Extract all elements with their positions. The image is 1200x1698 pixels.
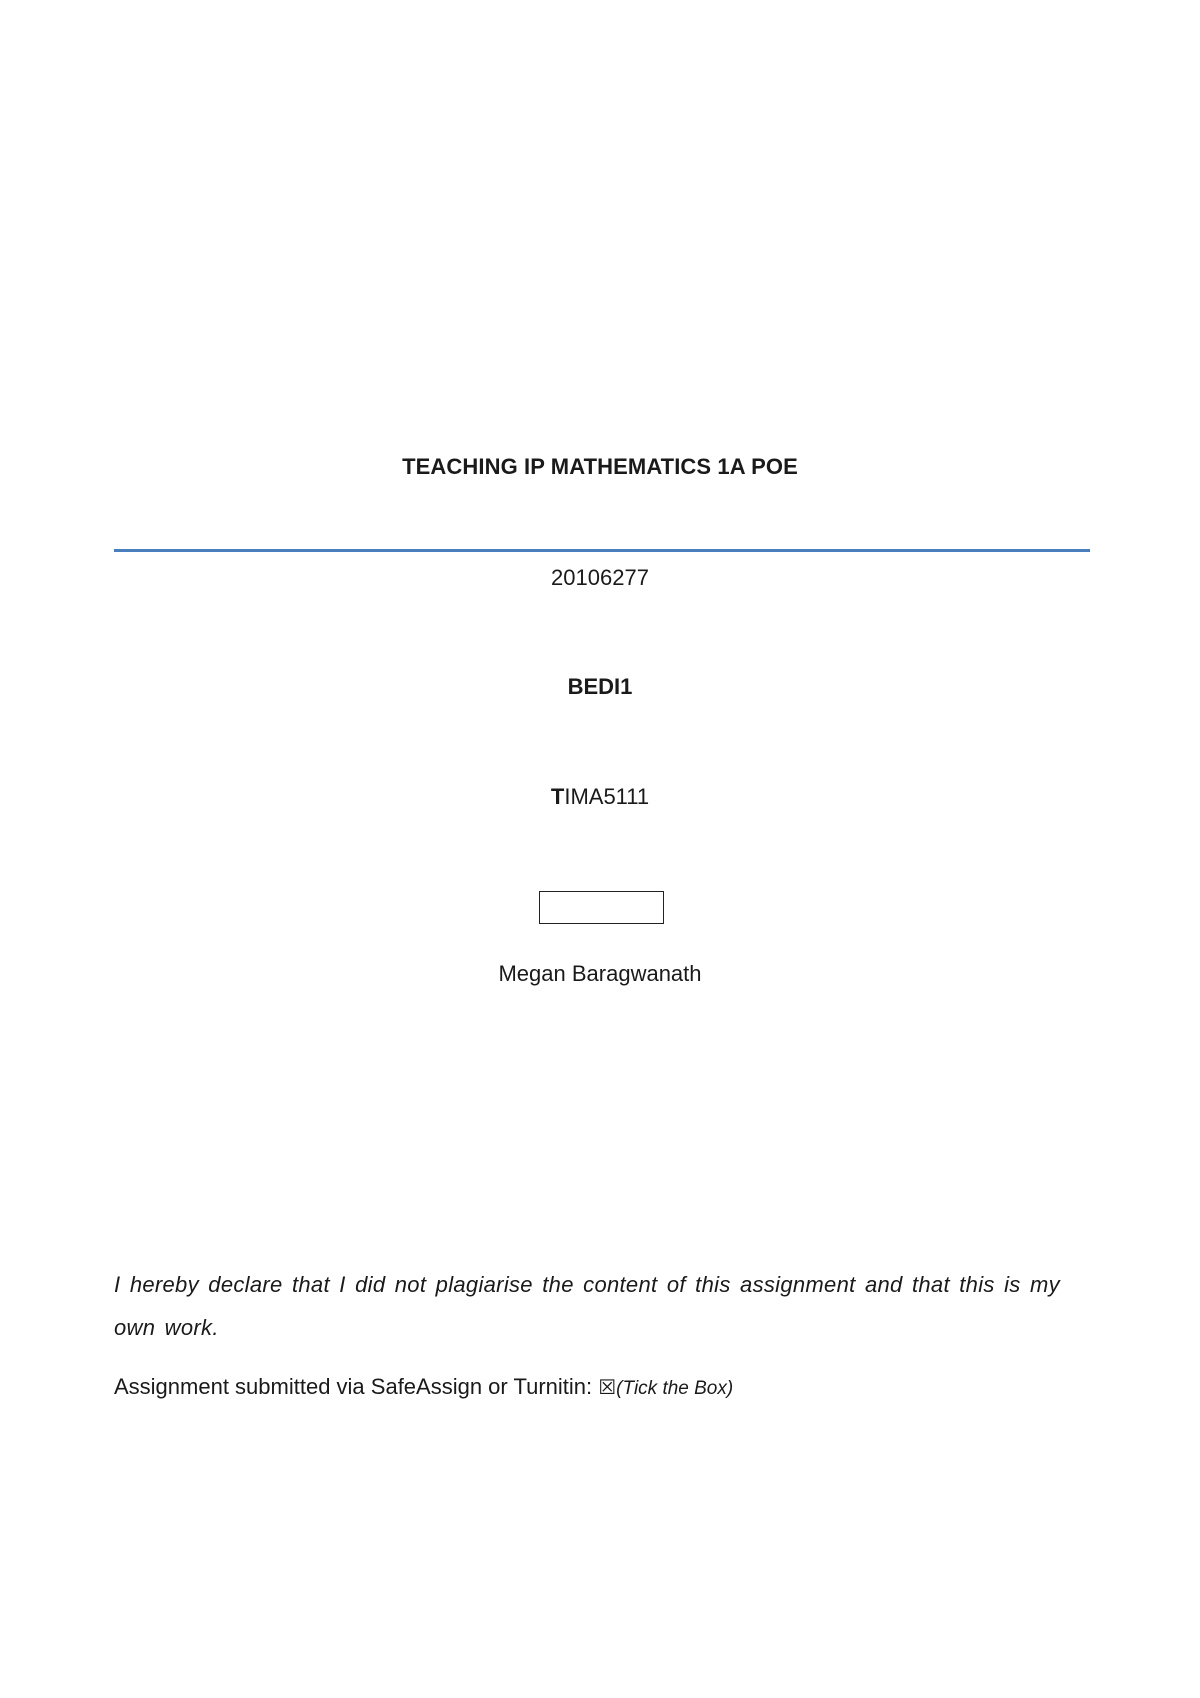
empty-field-box <box>539 891 664 924</box>
document-title: TEACHING IP MATHEMATICS 1A POE <box>402 454 798 479</box>
module-code <box>0 784 1200 810</box>
student-name: Megan Baragwanath <box>498 961 702 986</box>
student-number: 20106277 <box>551 565 649 590</box>
submission-label: Assignment submitted via SafeAssign or Turnitin: <box>114 1374 599 1399</box>
submission-statement <box>114 1374 733 1400</box>
title-divider <box>114 549 1090 552</box>
qualification-code: BEDI1 <box>567 674 633 699</box>
tick-box-note: (Tick the Box) <box>616 1378 734 1399</box>
plagiarism-declaration: I hereby declare that I did not plagiarise the content of this assignment and that this is my own work. <box>114 1272 1060 1340</box>
module-code-rest: IMA5111 <box>564 784 650 809</box>
checked-box-icon: ☒ <box>598 1375 617 1399</box>
module-code-initial: T <box>550 784 565 809</box>
